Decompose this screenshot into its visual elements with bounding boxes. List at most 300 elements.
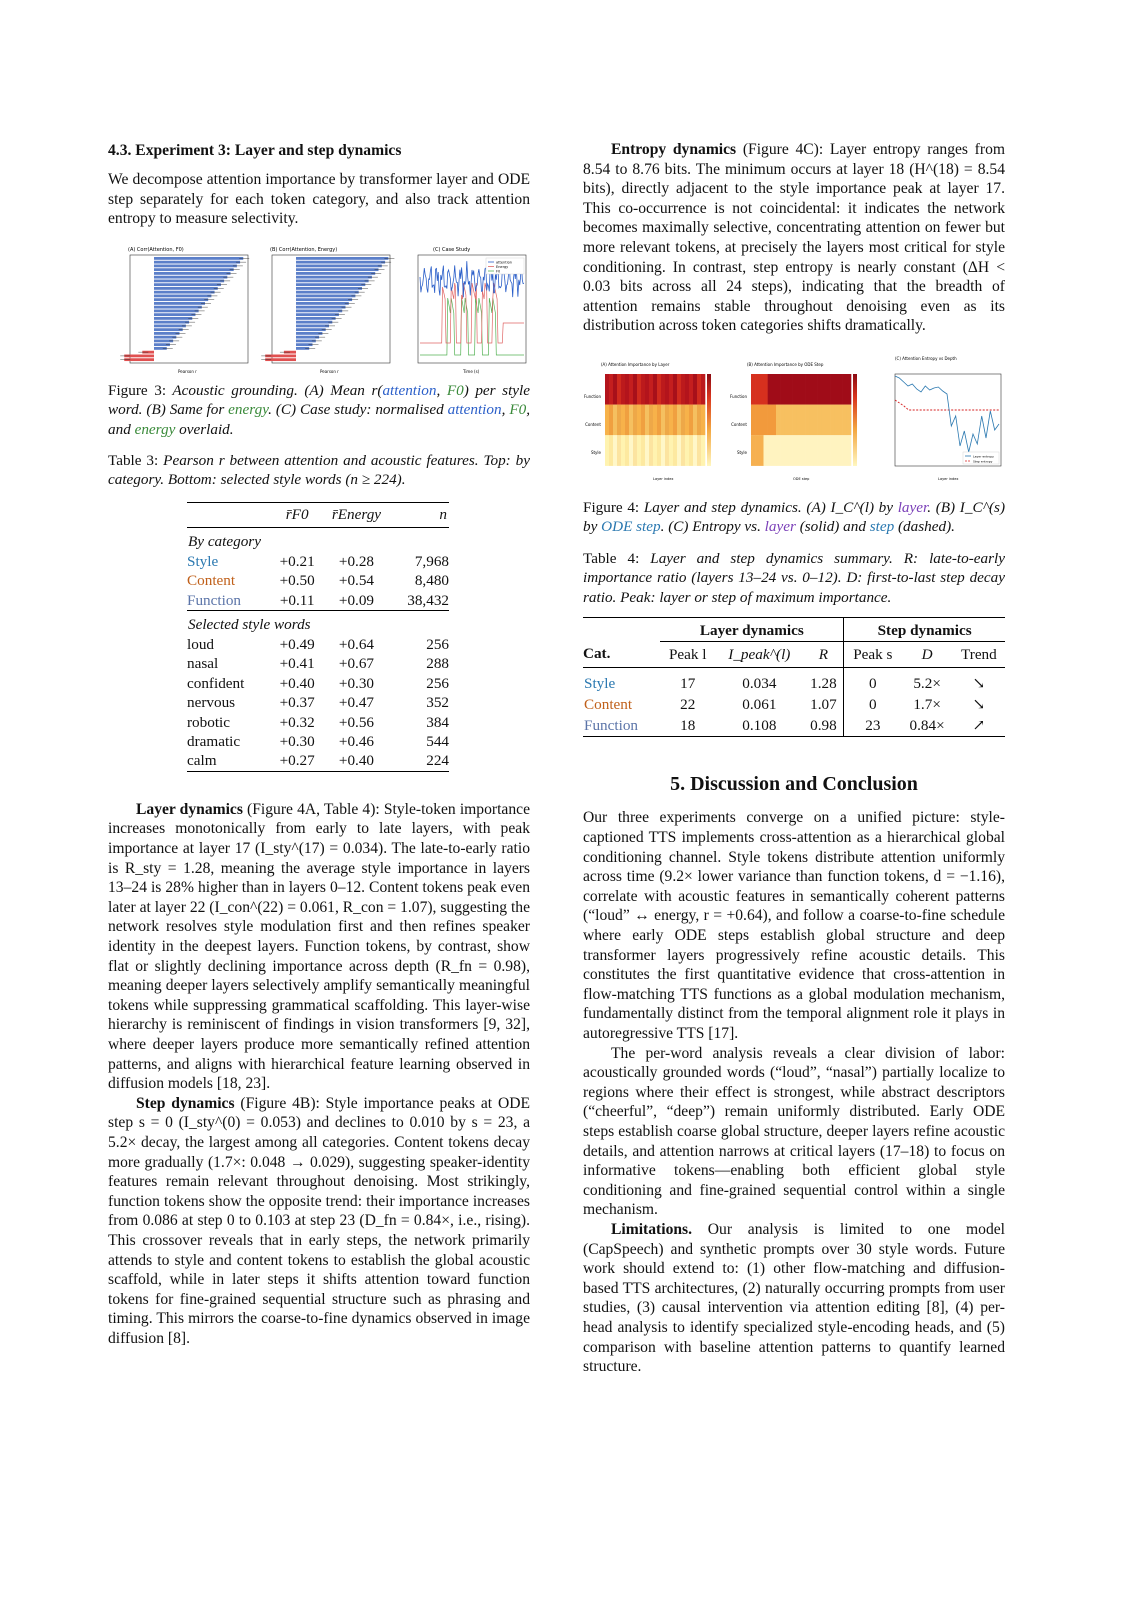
heatmap-cell: [617, 374, 621, 405]
limitations-text: Our analysis is limited to one model (CapSpeech) and synthetic prompts over 30 style words. Future work should extend to: (1) other flow-matching and diffusion-based TTS architectures, (2) naturally occurring prompts from user studies, (3) causal intervention via attention editing [8], (4) per-head analysis to identify specialized style-encoding heads, and (5) comparison with baseline attention patterns to quantify learned structure.: [583, 1220, 1005, 1376]
bar: [154, 272, 231, 275]
heatmap-cell: [822, 405, 826, 436]
table-row: [583, 668, 1005, 695]
layer-dynamics-head: Layer dynamics: [136, 800, 243, 818]
t3-body-words: [187, 611, 449, 772]
heatmap-cell: [826, 374, 830, 405]
figure-3-label: Figure 3:: [108, 381, 167, 399]
fig4-panel-b-heatmap: [751, 374, 851, 466]
entropy-paragraph: [583, 140, 1005, 336]
heatmap-cell: [629, 435, 633, 466]
fig4-panel-a-heatmap: [605, 374, 705, 466]
t4-cell-r: 0.98: [810, 717, 837, 735]
fig4-legend-step: Step entropy: [973, 459, 993, 464]
table-row: [187, 674, 449, 693]
t3-cell-f0: +0.49: [279, 636, 315, 654]
t3-cell-n: 384: [426, 713, 449, 731]
fig3-legend-energy: Energy: [496, 264, 509, 269]
fig3-cap-part: . (C) Case study: normalised: [268, 401, 448, 419]
heatmap-cell: [809, 405, 813, 436]
bar: [296, 324, 329, 327]
entropy-head: Entropy dynamics: [611, 141, 737, 158]
t3-cell-energy: +0.47: [338, 694, 375, 712]
fig4-step-entropy-line: [895, 400, 999, 410]
heatmap-cell: [653, 374, 657, 405]
heatmap-cell: [693, 435, 697, 466]
heatmap-cell: [751, 405, 755, 436]
step-dynamics-head: Step dynamics: [136, 1094, 235, 1112]
fig4-colorbar-a: [707, 374, 711, 466]
bar: [296, 276, 372, 279]
heatmap-cell: [697, 405, 701, 436]
heatmap-cell: [755, 435, 759, 466]
heatmap-cell: [751, 435, 755, 466]
heatmap-cell: [629, 374, 633, 405]
t3-cell-energy: +0.67: [338, 655, 375, 673]
t4-cell-cat: Content: [584, 696, 633, 714]
bar: [296, 268, 379, 271]
heatmap-cell: [609, 374, 613, 405]
heatmap-cell: [681, 405, 685, 436]
heatmap-cell: [768, 405, 772, 436]
fig3-cap-attention: attention: [382, 381, 437, 399]
heatmap-cell: [665, 374, 669, 405]
t3-cell-energy: +0.30: [338, 674, 375, 692]
bar: [296, 291, 359, 294]
heatmap-cell: [764, 374, 768, 405]
heatmap-cell: [613, 405, 617, 436]
t4-cell-d: 1.7×: [913, 696, 941, 714]
bar: [154, 313, 195, 316]
t3-cell-f0: +0.41: [279, 655, 315, 673]
heatmap-cell: [789, 405, 793, 436]
fig3-cap-part: Acoustic grounding. (A) Mean r(: [172, 381, 383, 399]
fig4-cap-part: Layer and step dynamics. (A) I_C^(l) by: [643, 498, 898, 516]
figure-4-plots: [583, 356, 1005, 490]
heatmap-cell: [701, 405, 705, 436]
heatmap-cell: [776, 435, 780, 466]
heatmap-cell: [784, 374, 788, 405]
fig3-legend-f0: F0: [496, 269, 501, 274]
heatmap-cell: [621, 374, 625, 405]
bar: [296, 264, 382, 267]
t4-group-layer: Layer dynamics: [660, 617, 843, 641]
bar: [296, 261, 385, 264]
heatmap-cell: [629, 405, 633, 436]
fig4-cap-part: . (B) I_C^(s) by: [583, 498, 1006, 536]
heatmap-cell: [834, 405, 838, 436]
t4-col-ipeak: I_peak^(l): [728, 645, 791, 663]
t4-cell-peak-s: 23: [844, 715, 902, 737]
t3-cell-n: 352: [426, 694, 449, 712]
heatmap-cell: [685, 435, 689, 466]
fig3-cap-f0: F0: [509, 401, 527, 419]
table-row: [187, 751, 449, 771]
heatmap-cell: [818, 374, 822, 405]
t3-cell-n: 256: [426, 636, 449, 654]
bar: [296, 313, 339, 316]
heatmap-cell: [605, 405, 609, 436]
fig3-cap-part: ) per style word. (B) Same for: [108, 381, 530, 419]
fig4-layer-entropy-line: [895, 376, 999, 452]
heatmap-cell: [693, 405, 697, 436]
fig3-cap-f0: F0: [446, 381, 464, 399]
t4-cell-peak-l: 18: [680, 717, 696, 735]
bar: [296, 306, 346, 309]
t3-cell-name: confident: [187, 674, 245, 692]
table-row: [187, 693, 449, 712]
fig3-cap-part: overlaid.: [175, 420, 234, 438]
bar: [154, 298, 208, 301]
heatmap-cell: [641, 435, 645, 466]
t3-col-n: n: [439, 505, 447, 523]
bar: [296, 317, 336, 320]
table-row: [583, 715, 1005, 737]
figure-3-caption: [108, 381, 530, 439]
heatmap-cell: [818, 405, 822, 436]
t3-cell-n: 288: [426, 655, 449, 673]
heatmap-cell: [809, 435, 813, 466]
table-3-label: Table 3:: [108, 452, 159, 469]
heatmap-cell: [621, 405, 625, 436]
t3-cell-f0: +0.27: [279, 752, 315, 770]
heatmap-cell: [797, 374, 801, 405]
t4-col-d: D: [921, 645, 933, 663]
bar: [296, 283, 365, 286]
t4-cell-peak-l: 22: [680, 696, 696, 714]
heatmap-cell: [793, 374, 797, 405]
heatmap-cell: [633, 405, 637, 436]
t3-body-category: [187, 527, 449, 610]
t3-cell-n: 224: [426, 752, 449, 770]
heatmap-cell: [673, 405, 677, 436]
heatmap-cell: [755, 374, 759, 405]
heatmap-cell: [661, 435, 665, 466]
t4-col-trend: Trend: [961, 645, 997, 663]
heatmap-cell: [843, 435, 847, 466]
heatmap-cell: [772, 435, 776, 466]
step-dynamics-text: (Figure 4B): Style importance peaks at ODE step s = 0 (I_sty^(0) = 0.053) and declines to 0.010 by s = 23, a 5.2× decay, the largest among all categories. Content tokens decay more gradually (1.7×: 0.048 → 0.029), suggesting speaker-identity features remain relevant throughout denoising. Most strikingly, function tokens show the opposite trend: their importance increases from 0.086 at step 0 to 0.103 at step 23 (D_fn = 0.84×, i.e., rising). This crossover reveals that in early steps, the network primarily attends to style and content tokens to establish the global acoustic scaffold, while in later steps it shifts attention toward function tokens for fine-grained sequential structure such as phrasing and timing. This mirrors the coarse-to-fine dynamics observed in image diffusion [8].: [108, 1094, 531, 1347]
table-3-caption: [108, 451, 530, 490]
fig4-cap-part: (solid) and: [795, 518, 870, 536]
heatmap-cell: [625, 374, 629, 405]
table-3: [187, 502, 449, 772]
heatmap-cell: [677, 435, 681, 466]
heatmap-cell: [768, 435, 772, 466]
heatmap-cell: [641, 405, 645, 436]
bar: [296, 309, 342, 312]
fig4-panel-c-title: (C) Attention Entropy vs Depth: [895, 355, 957, 361]
fig3-f0-line: [420, 298, 524, 355]
bar: [154, 302, 205, 305]
heatmap-cell: [797, 435, 801, 466]
heatmap-cell: [605, 435, 609, 466]
table-4-caption: [583, 549, 1005, 607]
heatmap-cell: [797, 405, 801, 436]
heatmap-cell: [685, 374, 689, 405]
heatmap-cell: [847, 435, 851, 466]
table-4: [583, 617, 1005, 738]
t3-cell-name: calm: [187, 752, 217, 770]
heatmap-cell: [637, 374, 641, 405]
fig4-panel-b-title: (B) Attention Importance by ODE Step: [747, 361, 824, 367]
table-row: [187, 635, 449, 654]
t3-cell-n: 8,480: [414, 572, 449, 590]
heatmap-cell: [843, 374, 847, 405]
heatmap-cell: [776, 405, 780, 436]
heatmap-cell: [830, 435, 834, 466]
heatmap-cell: [669, 435, 673, 466]
right-column: [583, 140, 1005, 1377]
left-column: [108, 140, 530, 1349]
heatmap-cell: [693, 374, 697, 405]
heatmap-cell: [681, 374, 685, 405]
heatmap-cell: [843, 405, 847, 436]
section-title-4-3: 4.3. Experiment 3: Layer and step dynamics: [108, 142, 402, 159]
heatmap-cell: [609, 405, 613, 436]
fig3-panel-b-xlabel: Pearson r: [320, 368, 339, 374]
t4-cell-cat: Function: [584, 717, 639, 735]
heatmap-cell: [826, 435, 830, 466]
bar: [154, 294, 211, 297]
layer-dynamics-paragraph: [108, 800, 530, 1094]
heatmap-cell: [768, 374, 772, 405]
table-row: [187, 713, 449, 732]
heatmap-cell: [689, 435, 693, 466]
heatmap-cell: [751, 374, 755, 405]
heatmap-cell: [613, 374, 617, 405]
heatmap-cell: [641, 374, 645, 405]
limitations-head: Limitations.: [611, 1220, 693, 1238]
t3-cell-f0: +0.21: [279, 552, 315, 570]
fig4-cap-step: step: [869, 518, 895, 536]
t3-cell-n: 7,968: [414, 552, 449, 570]
table-3-caption-text: Pearson r between attention and acoustic features. Top: by category. Bottom: selected style words (n ≥ 224).: [108, 452, 530, 489]
heatmap-cell: [701, 435, 705, 466]
t3-col-energy: r̄Energy: [331, 505, 382, 523]
fig4-legend-layer: Layer entropy: [973, 454, 994, 459]
heatmap-cell: [834, 435, 838, 466]
heatmap-cell: [801, 435, 805, 466]
heatmap-cell: [772, 374, 776, 405]
t3-cell-f0: +0.40: [279, 674, 315, 692]
fig4-panel-a-title: (A) Attention Importance by Layer: [601, 361, 670, 367]
figure-3: [108, 243, 530, 375]
t4-group-step: Step dynamics: [844, 617, 1005, 641]
fig4-colorbar-b: [853, 374, 857, 466]
fig4-b-row-function: Function: [729, 393, 747, 399]
heatmap-cell: [814, 374, 818, 405]
heatmap-cell: [805, 374, 809, 405]
t3-cell-f0: +0.37: [279, 694, 315, 712]
fig3-legend-attention: attention: [496, 260, 512, 265]
bar: [154, 279, 224, 282]
t3-cell-name: nasal: [187, 655, 219, 673]
t3-cell-energy: +0.40: [338, 752, 375, 770]
heatmap-cell: [665, 435, 669, 466]
heatmap-cell: [839, 374, 843, 405]
table-row: [187, 591, 449, 611]
fig3-cap-part: , and: [108, 401, 530, 438]
heatmap-cell: [701, 374, 705, 405]
table-row: [583, 694, 1005, 715]
fig4-cap-layer: layer: [897, 498, 928, 516]
bar: [154, 328, 183, 331]
t4-cell-r: 1.07: [810, 696, 837, 714]
fig3-panel-a-xlabel: Pearson r: [178, 368, 197, 374]
fig3-panel-b-bars: [261, 257, 394, 361]
heatmap-cell: [776, 374, 780, 405]
fig4-row-content: Content: [585, 421, 601, 427]
heatmap-cell: [625, 405, 629, 436]
heatmap-cell: [661, 374, 665, 405]
heatmap-cell: [637, 405, 641, 436]
fig4-panel-b-xlabel: ODE step: [793, 476, 810, 481]
heatmap-cell: [673, 374, 677, 405]
heatmap-cell: [669, 374, 673, 405]
t3-cell-name: robotic: [187, 713, 231, 731]
heatmap-cell: [801, 405, 805, 436]
t3-cell-name: dramatic: [187, 733, 241, 751]
table-4-caption-text: Layer and step dynamics summary. R: late-to-early importance ratio (layers 13–24 vs. 0–12). D: first-to-last step decay ratio. Peak: layer or step of maximum importance.: [583, 549, 1005, 606]
t3-cell-n: 256: [426, 674, 449, 692]
fig3-cap-part: ,: [501, 401, 510, 419]
heatmap-cell: [772, 405, 776, 436]
t3-group-label: By category: [188, 532, 261, 550]
fig3-panel-a-axes: [130, 255, 248, 363]
t3-cell-n: 544: [426, 733, 449, 751]
t4-col-peak-s: Peak s: [844, 641, 902, 668]
fig3-energy-line: [420, 283, 524, 343]
bar: [154, 268, 234, 271]
discussion-p1: Our three experiments converge on a unified picture: style-captioned TTS implements cross-attention as a hierarchical global conditioning channel. Style tokens distribute attention uniformly across time (9.2× lower variance than function tokens, d = −1.16), correlate with acoustic features in semantically coherent patterns (“loud” ↔ energy, r = +0.64), and follow a coarse-to-fine schedule where early ODE steps establish global structure and deep transformer layers progressively refine acoustic details. This constitutes the first quantitative evidence that cross-attention in flow-matching TTS functions as a global modulation mechanism, fundamentally distinct from the temporal alignment role it plays in autoregressive TTS [17].: [583, 809, 1005, 1042]
heatmap-cell: [621, 435, 625, 466]
t4-cell-d: 5.2×: [913, 675, 941, 693]
bar: [154, 309, 199, 312]
heatmap-cell: [793, 435, 797, 466]
figure-4-caption: [583, 498, 1005, 537]
t3-cell-name: loud: [187, 636, 215, 654]
heatmap-cell: [847, 374, 851, 405]
section-5-title: 5. Discussion and Conclusion: [670, 773, 918, 796]
t4-col-peak-l: Peak l: [668, 645, 707, 663]
fig4-b-row-content: Content: [731, 421, 747, 427]
heatmap-cell: [645, 435, 649, 466]
heatmap-cell: [830, 405, 834, 436]
heatmap-cell: [814, 435, 818, 466]
t4-cell-peak-s: 0: [844, 694, 902, 715]
fig4-b-row-style: Style: [736, 449, 747, 455]
heatmap-cell: [673, 435, 677, 466]
fig3-panel-b-title: (B) Corr(Attention, Energy): [270, 246, 338, 253]
fig3-panel-c-title: (C) Case Study: [433, 246, 471, 253]
heatmap-cell: [677, 405, 681, 436]
heatmap-cell: [755, 405, 759, 436]
bar: [154, 287, 218, 290]
heatmap-cell: [801, 374, 805, 405]
heatmap-cell: [665, 405, 669, 436]
heatmap-cell: [653, 435, 657, 466]
t3-cell-f0: +0.50: [279, 572, 315, 590]
bar: [296, 294, 355, 297]
fig4-cap-layer: layer: [764, 518, 796, 536]
fig4-panel-a-xlabel: Layer index: [653, 476, 674, 481]
heatmap-cell: [839, 435, 843, 466]
table-row: [187, 552, 449, 571]
heatmap-cell: [809, 374, 813, 405]
bar: [154, 306, 202, 309]
bar: [154, 321, 189, 324]
heatmap-cell: [834, 374, 838, 405]
bar: [154, 257, 243, 260]
heatmap-cell: [764, 435, 768, 466]
bar: [296, 257, 388, 260]
heatmap-cell: [818, 435, 822, 466]
heatmap-cell: [814, 405, 818, 436]
bar: [296, 328, 326, 331]
t4-cell-cat: Style: [584, 675, 616, 693]
fig3-panel-a-title: (A) Corr(Attention, F0): [128, 246, 184, 253]
t4-cell-ipeak: 0.061: [742, 696, 777, 714]
fig4-legend: [963, 452, 999, 464]
t3-cell-f0: +0.32: [279, 713, 315, 731]
heatmap-cell: [759, 435, 763, 466]
heatmap-cell: [609, 435, 613, 466]
heatmap-cell: [649, 374, 653, 405]
fig3-panel-b-axes: [272, 255, 390, 363]
bar: [154, 283, 221, 286]
figure-4-label: Figure 4:: [583, 498, 640, 516]
t3-group-label: Selected style words: [188, 616, 311, 634]
t3-cell-f0: +0.30: [279, 733, 315, 751]
heatmap-cell: [685, 405, 689, 436]
heatmap-cell: [784, 435, 788, 466]
heatmap-cell: [830, 374, 834, 405]
heatmap-cell: [822, 374, 826, 405]
heatmap-cell: [793, 405, 797, 436]
t4-cell-d: 0.84×: [909, 717, 945, 735]
heatmap-cell: [789, 435, 793, 466]
table-4-label: Table 4:: [583, 549, 640, 567]
t4-cell-r: 1.28: [810, 675, 837, 693]
fig3-cap-energy: energy: [228, 401, 269, 419]
heatmap-cell: [826, 405, 830, 436]
fig3-cap-attention: attention: [447, 401, 502, 419]
heatmap-cell: [689, 374, 693, 405]
fig4-cap-part: . (C) Entropy vs.: [660, 518, 765, 536]
figure-3-plots: [108, 243, 530, 375]
heatmap-cell: [653, 405, 657, 436]
layer-dynamics-text: (Figure 4A, Table 4): Style-token importance increases monotonically from early to late layers, with peak importance at layer 17 (I_sty^(17) = 0.034). The late-to-early ratio is R_sty = 1.28, meaning the average style importance in layers 13–24 is 28% higher than in layers 0–12. Content tokens peak even later at layer 22 (I_con^(22) = 0.061, R_con = 1.07), suggesting the network resolves style modulation first and then refines speaker identity in the deepest layers. Function tokens, by contrast, show flat or slightly declining importance across depth (R_fn = 0.98), meaning deeper layers selectively amplify semantically meaningful tokens while suppressing grammatical scaffolding. This layer-wise hierarchy is reminiscent of findings in vision transformers [9, 32], where deeper layers produce more semantically refined attention patterns, and aligns with hierarchical feature learning observed in diffusion models [18, 23].: [108, 800, 531, 1093]
fig3-legend: [486, 258, 524, 274]
heatmap-cell: [822, 435, 826, 466]
t4-cell-ipeak: 0.034: [742, 675, 777, 693]
heatmap-cell: [633, 435, 637, 466]
fig3-panel-c-xlabel: Time (s): [463, 368, 480, 374]
t3-cell-energy: +0.64: [338, 636, 375, 654]
bar: [296, 302, 349, 305]
heatmap-cell: [759, 405, 763, 436]
bar: [154, 276, 227, 279]
t3-cell-energy: +0.28: [338, 552, 375, 570]
discussion-p2: The per-word analysis reveals a clear division of labor: acoustically grounded words (“loud”, “nasal”) partially localize to regions where their effect is strongest, while abstract descriptors (“cheerful”, “deep”) remain uniformly distributed. Early ODE steps establish coarse global structure, deeper layers refine acoustic details, and attention narrows at critical layers (17–18) to focus on informative tokens—enabling both efficient global style conditioning and fine-grained sequential control within a single mechanism.: [583, 1044, 1005, 1219]
t4-cell-trend: ↗: [972, 717, 986, 735]
table-row: [187, 654, 449, 673]
fig4-panel-c-xlabel: Layer index: [938, 476, 959, 481]
heatmap-cell: [649, 435, 653, 466]
table-row: [187, 732, 449, 751]
t3-cell-energy: +0.56: [338, 713, 375, 731]
